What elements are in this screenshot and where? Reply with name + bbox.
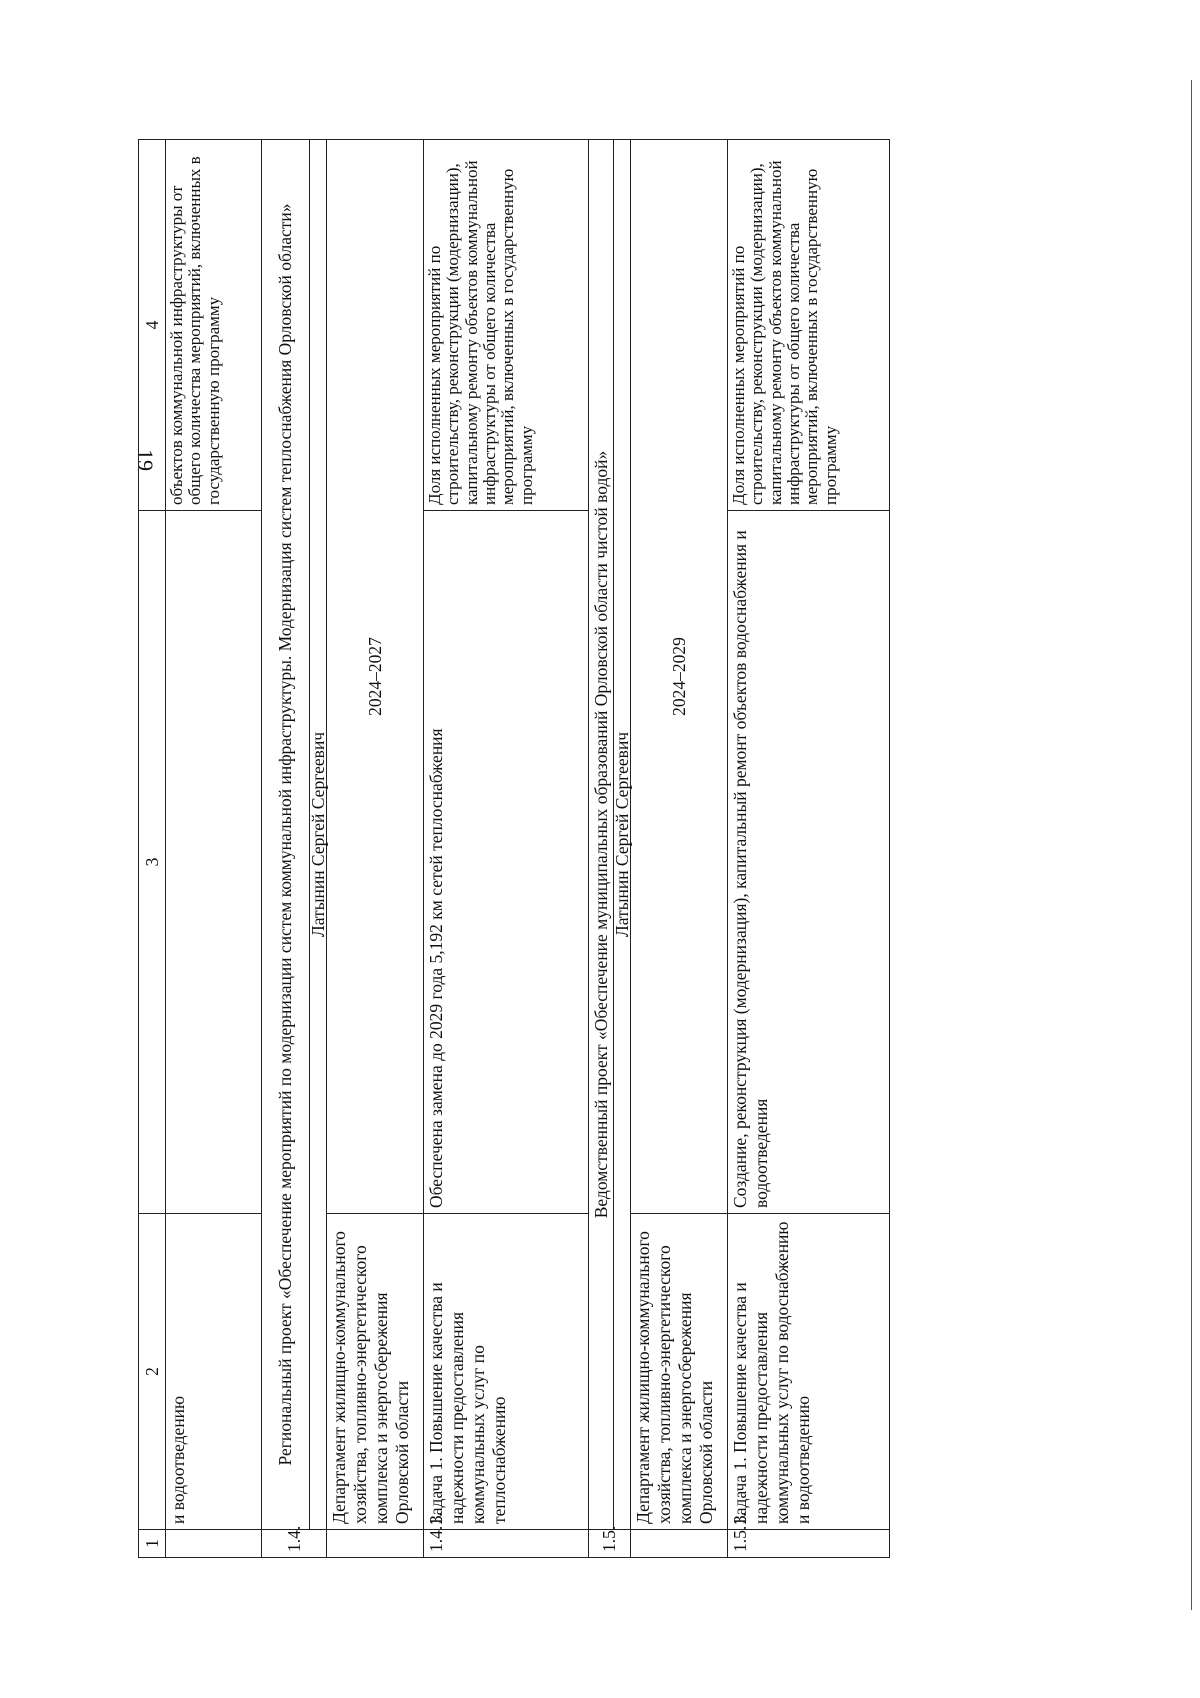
section-1-5-department: Департамент жилищно-коммунального хозяйства, топливно-энергетического комплекса и энергосбережения Орловской области: [631, 1214, 728, 1530]
section-1-5-dept-num: [631, 1530, 728, 1558]
section-1-4-period: 2024–2027: [327, 140, 424, 1214]
task-1-5-1-number: 1.5.1.: [728, 1530, 890, 1558]
section-1-4-department: Департамент жилищно-коммунального хозяйства, топливно-энергетического комплекса и энергосбережения Орловской области: [327, 1214, 424, 1530]
section-1-5-responsible: Латынин Сергей Сергеевич: [614, 140, 631, 1530]
header-col-4: 4: [139, 140, 166, 511]
task-1-4-1-row: [424, 140, 589, 1558]
task-1-5-1-text: Задача 1. Повышение качества и надежности предоставления коммунальных услуг по водоснабжению и водоотведению: [728, 1214, 890, 1530]
section-1-5-title: Ведомственный проект «Обеспечение муниципальных образований Орловской области чистой водой»: [589, 140, 614, 1530]
section-1-4-number: 1.4.: [262, 1530, 327, 1558]
section-1-5-department-row: [631, 140, 728, 1558]
section-1-5-title-row: [589, 140, 614, 1558]
task-1-5-1-indicator: Доля исполненных мероприятий по строительству, реконструкции (модернизации), капитальному ремонту объектов коммунальной инфраструктуры от общего количества мероприятий, включенных в государственную программу: [728, 140, 890, 511]
section-1-5-responsible-row: [614, 140, 631, 1558]
page-number: 19: [133, 449, 158, 471]
header-col-3: 3: [139, 511, 166, 1214]
section-1-5-period: 2024–2029: [631, 140, 728, 1214]
rotated-table-wrapper: [138, 140, 1062, 1558]
task-1-5-1-result: Создание, реконструкция (модернизация), капитальный ремонт объектов водоснабжения и водоотведения: [728, 511, 890, 1214]
section-1-4-responsible: Латынин Сергей Сергеевич: [310, 140, 327, 1530]
section-1-4-department-row: [327, 140, 424, 1558]
section-1-4-title-row: [262, 140, 310, 1558]
header-row: [139, 140, 166, 1558]
cont-result-text: [166, 511, 262, 1214]
header-col-1: 1: [139, 1530, 166, 1558]
continuation-row: [166, 140, 262, 1558]
task-1-4-1-text: Задача 1. Повышение качества и надежности предоставления коммунальных услуг по теплоснабжению: [424, 1214, 589, 1530]
section-1-4-responsible-row: [310, 140, 327, 1558]
section-1-4-dept-num: [327, 1530, 424, 1558]
section-1-4-title: Региональный проект «Обеспечение мероприятий по модернизации систем коммунальной инфраструктуры. Модернизация систем теплоснабжения Орловской области»: [262, 140, 310, 1530]
program-table: [138, 139, 890, 1558]
task-1-4-1-indicator: Доля исполненных мероприятий по строительству, реконструкции (модернизации), капитальному ремонту объектов коммунальной инфраструктуры от общего количества мероприятий, включенных в государственную программу: [424, 140, 589, 511]
task-1-4-1-result: Обеспечена замена до 2029 года 5,192 км сетей теплоснабжения: [424, 511, 589, 1214]
scan-edge-line: [1191, 80, 1192, 1610]
cont-task-text: и водоотведению: [166, 1214, 262, 1530]
task-1-5-1-row: [728, 140, 890, 1558]
cont-num: [166, 1530, 262, 1558]
cont-indicator-text: объектов коммунальной инфраструктуры от общего количества мероприятий, включенных в государственную программу: [166, 140, 262, 511]
section-1-5-number: 1.5.: [589, 1530, 631, 1558]
task-1-4-1-number: 1.4.1.: [424, 1530, 589, 1558]
header-col-2: 2: [139, 1214, 166, 1530]
